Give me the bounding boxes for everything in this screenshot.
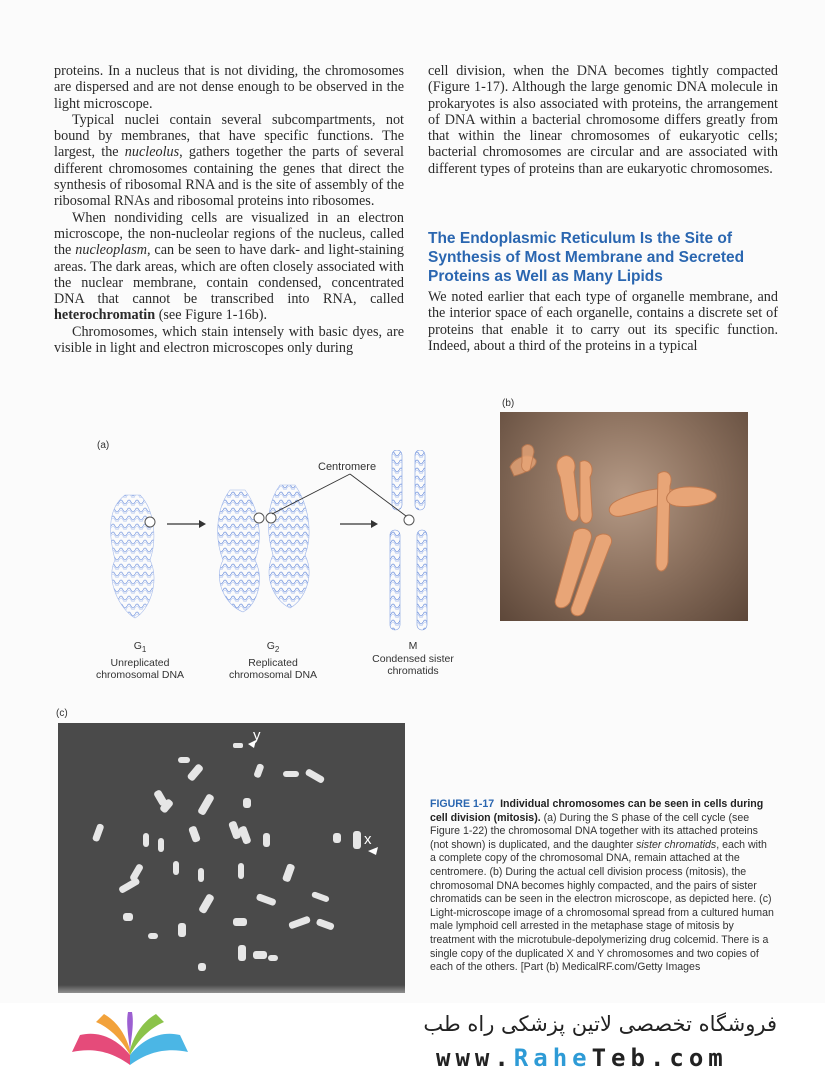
chromosome-shape: [178, 923, 186, 937]
url-part: www.: [436, 1044, 514, 1072]
arrow-icon: [371, 520, 378, 528]
figure-title: Individual chromosomes can be seen in cells during cell division (mitosis).: [430, 798, 764, 824]
chromosome-shape: [353, 831, 361, 849]
text-run: When nondividing cells are visualized in an electron microscope, the non-nucleolar regions of the nucleus, called the: [54, 209, 404, 259]
metaphase-spread-image: [58, 723, 405, 993]
panel-b-label: (b): [502, 398, 515, 409]
chromosome-shape: [173, 861, 179, 875]
chromosome-micrograph: [500, 412, 748, 621]
stage-letter: G: [133, 640, 142, 652]
chromosome-shape: [268, 955, 278, 961]
chromosome-shape: [148, 933, 158, 939]
right-text-column-continued: [428, 289, 778, 354]
left-text-column: [54, 63, 404, 356]
chromosome-shape: [305, 768, 326, 784]
g2-caption: [228, 640, 318, 682]
chromosome-shape: [123, 913, 133, 921]
chromosome-shape: [238, 945, 246, 961]
chromosome-shape: [178, 757, 190, 763]
chromosome-shape: [188, 825, 201, 843]
chromosome-shape: [198, 963, 206, 971]
chromosome-shape: [118, 877, 141, 894]
arrow-icon: [199, 520, 206, 528]
chromosome-shape: [580, 461, 592, 524]
right-text-column: [428, 63, 778, 177]
chromosome-shape: [253, 763, 264, 779]
centromere-label: Centromere: [318, 461, 377, 473]
chromosome-shape: [253, 951, 267, 959]
text-run: , gathers together the parts of several different chromosomes containing the genes that direct the synthesis of ribosomal RNA and is the site of assembly of the ribosomal RNAs and ribosomal proteins into ribosomes.: [54, 144, 404, 210]
text-run: , can be seen to have dark- and light-staining areas. The dark areas, which are often closely associated with the nuclear membrane, contain condensed, concentrated DNA that cannot be transcribed into RNA, called: [54, 242, 404, 308]
g1-centromere: [145, 517, 155, 527]
chromosome-shape: [198, 868, 204, 882]
m-centromere: [404, 515, 414, 525]
stage-subscript: 2: [274, 645, 280, 655]
italic-term: nucleoplasm: [75, 242, 147, 259]
stage-description: Replicated chromosomal DNA: [228, 656, 318, 682]
stage-description: Unreplicated chromosomal DNA: [95, 656, 185, 682]
chromosome-shape: [283, 771, 299, 777]
chromosome-shape: [667, 487, 717, 507]
panel-a-label: (a): [97, 440, 110, 451]
chromosome-shape: [316, 918, 335, 931]
chromosome-shape: [233, 743, 243, 748]
chromosome-shape: [238, 863, 244, 879]
shop-name: فروشگاه تخصصی لاتین پزشکی راه طب: [423, 1012, 777, 1036]
shop-url: [436, 1044, 728, 1072]
m-chromatid-lower-right: [417, 530, 427, 630]
stage-letter: G: [266, 640, 275, 652]
section-heading: The Endoplasmic Reticulum Is the Site of Synthesis of Most Membrane and Secreted Proteins as Well as Many Lipids: [428, 230, 745, 285]
g2-dna-coil-left: [218, 490, 260, 612]
stage-description: Condensed sister chromatids: [372, 652, 454, 677]
caption-text: , each with a complete copy of the chromosomal DNA, remain attached at the centromere. (b) During the actual cell division process (mitosis), the chromosomal DNA becomes highly compacted, and the pairs of sister chromatids can be seen in the electron microscope, as depicted here. (c) Light-microscope image of a chromosomal spread from a cultured human male lymphoid cell arrested in the metaphase stage of mitosis by treatment with the microtubule-depolymerizing drug colcemid. There is a single copy of the duplicated X and Y chromosomes and two copies of each of the others. [Part (b) MedicalRF.com/Getty Images: [430, 838, 774, 974]
page-fade: [0, 985, 825, 1005]
m-chromatid-lower-left: [390, 530, 400, 630]
chromosome-shape: [92, 823, 105, 842]
chromosome-shape: [243, 798, 251, 808]
paragraph: [54, 112, 404, 210]
figure-number: FIGURE 1-17: [430, 798, 495, 810]
paragraph: cell division, when the DNA becomes tightly compacted (Figure 1-17). Although the large genomic DNA molecule in prokaryotes is also associated with proteins, the arrangement of DNA within a bacterial chromosome differs greatly from that within the linear chromosomes of eukaryotic cells; bacterial chromosomes are circular and are associated with different types of proteins than are eukaryotic chromosomes.: [428, 63, 778, 177]
url-part: Rahe: [513, 1044, 592, 1072]
g1-dna-coil: [111, 495, 154, 618]
chromosome-shape: [288, 915, 311, 929]
caption-italic: sister chromatids: [636, 838, 717, 851]
chromosome-shape: [197, 793, 215, 816]
g2-centromere-right: [266, 513, 276, 523]
italic-term: nucleolus: [124, 144, 180, 161]
g2-dna-coil-right: [269, 485, 310, 608]
caption-text: (a) During the S phase of the cell cycle (see Figure 1-22) the chromosomal DNA together with its attached proteins (not shown) is duplicated, and the daughter: [430, 811, 758, 851]
figure-caption: [430, 798, 775, 975]
chromosome-shape: [233, 918, 247, 926]
paragraph: proteins. In a nucleus that is not dividing, the chromosomes are dispersed and are not dense enough to be observed in the light microscope.: [54, 63, 404, 112]
text-run: (see Figure 1-16b).: [155, 307, 268, 324]
chromosome-shape: [158, 838, 164, 852]
g2-centromere-left: [254, 513, 264, 523]
bold-term: heterochromatin: [54, 307, 156, 324]
url-part: .com: [649, 1044, 728, 1072]
x-chromosome-label: x: [364, 831, 372, 848]
chromosome-shape: [311, 891, 330, 903]
m-caption: [368, 640, 458, 678]
chromosome-shape: [557, 456, 579, 521]
chromosome-shape: [282, 863, 296, 883]
chromosome-shapes: [500, 412, 748, 621]
stage-letter: M: [408, 640, 418, 652]
url-part: Teb: [591, 1044, 650, 1072]
y-chromosome-label: y: [253, 727, 261, 744]
m-chromatid-upper-right: [415, 450, 425, 510]
paragraph: [54, 210, 404, 324]
x-pointer-arrow-icon: [368, 847, 378, 855]
chromosome-shape: [333, 833, 341, 843]
chromosome-shape: [656, 472, 671, 571]
chromosome-shape: [186, 763, 204, 782]
panel-c-label: (c): [56, 708, 68, 719]
chromosome-shape: [263, 833, 270, 847]
chromosome-shape: [256, 893, 277, 906]
stage-subscript: 1: [141, 645, 147, 655]
m-chromatid-upper-left: [392, 450, 402, 510]
text-run: Typical nuclei contain several subcompartments, not bound by membranes, that have specific functions. The largest, the: [54, 111, 404, 161]
chromosome-shape: [198, 893, 215, 914]
g1-caption: [95, 640, 185, 682]
chromosome-spread: [58, 723, 405, 993]
paragraph: We noted earlier that each type of organelle membrane, and the interior space of each organelle, contains a discrete set of proteins that enable it to carry out its specific function. Indeed, about a third of the proteins in a typical: [428, 289, 778, 354]
chromosome-shape: [143, 833, 149, 847]
chromosome-diagram: [95, 450, 455, 640]
paragraph: Chromosomes, which stain intensely with basic dyes, are visible in light and electron microscopes only during: [54, 323, 404, 357]
book-logo-icon: [70, 1010, 190, 1072]
